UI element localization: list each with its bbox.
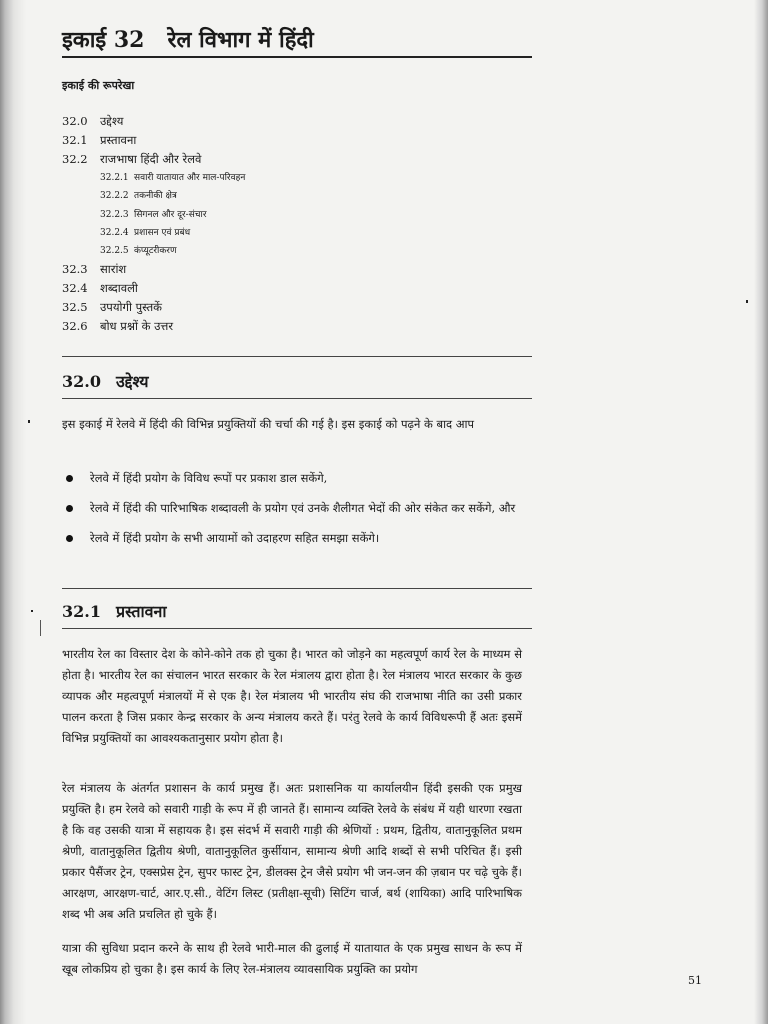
objective-intro: इस इकाई में रेलवे में हिंदी की विभिन्न प्रयुक्तियों की चर्चा की गई है। इस इकाई को पढ़ने के बाद आप	[62, 417, 475, 431]
outline-list	[62, 112, 245, 336]
scan-shadow-left	[0, 0, 26, 1024]
section-rule	[62, 628, 532, 629]
outline-subitem: 32.2.5 कंप्यूटरीकरण	[100, 246, 177, 257]
outline-item: 32.6 बोध प्रश्नों के उत्तर	[62, 319, 174, 334]
outline-item: 32.4 शब्दावली	[62, 281, 138, 296]
scan-speck	[746, 300, 748, 303]
outline-heading: इकाई की रूपरेखा	[62, 79, 135, 92]
outline-subitem: 32.2.4 प्रशासन एवं प्रबंध	[100, 227, 191, 238]
scan-speck	[31, 610, 33, 612]
section-rule	[62, 588, 532, 589]
unit-name: रेल विभाग में हिंदी	[167, 27, 314, 53]
objective-list	[62, 468, 522, 558]
intro-paragraph-3: यात्रा की सुविधा प्रदान करने के साथ ही रेलवे भारी-माल की ढुलाई में यातायात के एक प्रमुख साधन के रूप में खूब लोकप्रिय हो चुका है। इस कार्य के लिए रेल-मंत्रालय व्यावसायिक प्रयुक्ति का प्रयोग	[62, 941, 522, 976]
bullet-icon	[66, 535, 73, 542]
outline-subitem: 32.2.1 सवारी यातायात और माल-परिवहन	[100, 173, 246, 183]
scan-speck	[28, 420, 30, 423]
section-rule	[62, 356, 532, 357]
intro-paragraph-1: भारतीय रेल का विस्तार देश के कोने-कोने तक हो चुका है। भारत को जोड़ने का महत्वपूर्ण कार्य रेल के माध्यम से होता है। भारतीय रेल का संचालन भारत सरकार के रेल मंत्रालय द्वारा होता है। रेल मंत्रालय भारत सरकार के कुछ व्यापक और महत्वपूर्ण मंत्रालयों में से एक है। रेल मंत्रालय भी भारतीय संघ की राजभाषा नीति का उसी प्रकार पालन करता है जिस प्रकार केन्द्र सरकार के अन्य मंत्रालय करते हैं। परंतु रेलवे के कार्य विविधरूपी हैं अतः इसमें विभिन्न प्रयुक्तियों का आवश्यकतानुसार प्रयोग होता है।	[62, 647, 522, 745]
margin-mark	[40, 620, 41, 636]
section-heading-32-1: 32.1 प्रस्तावना	[62, 602, 167, 621]
unit-number: इकाई 32	[62, 27, 145, 53]
section-heading-32-0: 32.0 उद्देश्य	[62, 372, 149, 391]
outline-item: 32.3 सारांश	[62, 262, 127, 277]
unit-title	[62, 24, 314, 54]
objective-item: रेलवे में हिंदी की पारिभाषिक शब्दावली के प्रयोग एवं उनके शैलीगत भेदों की ओर संकेत कर सकेंगे, और	[62, 498, 522, 519]
objective-item: रेलवे में हिंदी प्रयोग के विविध रूपों पर प्रकाश डाल सकेंगे,	[62, 468, 522, 489]
bullet-icon	[66, 475, 73, 482]
title-rule	[62, 56, 532, 58]
outline-subitem: 32.2.2 तकनीकी क्षेत्र	[100, 191, 177, 202]
scan-shadow-right	[754, 0, 768, 1024]
outline-item: 32.5 उपयोगी पुस्तकें	[62, 300, 162, 315]
outline-item: 32.0 उद्देश्य	[62, 114, 124, 128]
outline-item: 32.1 प्रस्तावना	[62, 133, 137, 147]
bullet-icon	[66, 505, 73, 512]
objective-item: रेलवे में हिंदी प्रयोग के सभी आयामों को उदाहरण सहित समझा सकेंगे।	[62, 528, 522, 549]
section-rule	[62, 398, 532, 399]
outline-item: 32.2 राजभाषा हिंदी और रेलवे	[62, 152, 202, 166]
outline-subitem: 32.2.3 सिगनल और दूर-संचार	[100, 209, 207, 220]
page-number: 51	[688, 974, 702, 987]
intro-paragraph-2: रेल मंत्रालय के अंतर्गत प्रशासन के कार्य प्रमुख हैं। अतः प्रशासनिक या कार्यालयीन हिंदी इसकी एक प्रमुख प्रयुक्ति है। हम रेलवे को सवारी गाड़ी के रूप में ही जानते हैं। सामान्य व्यक्ति रेलवे के संबंध में यही धारणा रखता है कि वह उसकी यात्रा में सहायक है। इस संदर्भ में सवारी गाड़ी की श्रेणियों : प्रथम, द्वितीय, वातानुकूलित प्रथम श्रेणी, वातानुकूलित द्वितीय श्रेणी, वातानुकूलित कुर्सीयान, सामान्य श्रेणी आदि शब्दों से सभी परिचित हैं। इसी प्रकार पैसैंजर ट्रेन, एक्सप्रेस ट्रेन, सुपर फास्ट ट्रेन, डीलक्स ट्रेन जैसे प्रयोग भी जन-जन की ज़बान पर चढ़े चुके हैं। आरक्षण, आरक्षण-चार्ट, आर.ए.सी., वेटिंग लिस्ट (प्रतीक्षा-सूची) सिटिंग चार्ज, बर्थ (शायिका) आदि पारिभाषिक शब्द भी अब अति प्रचलित हो चुके हैं।	[62, 781, 522, 921]
